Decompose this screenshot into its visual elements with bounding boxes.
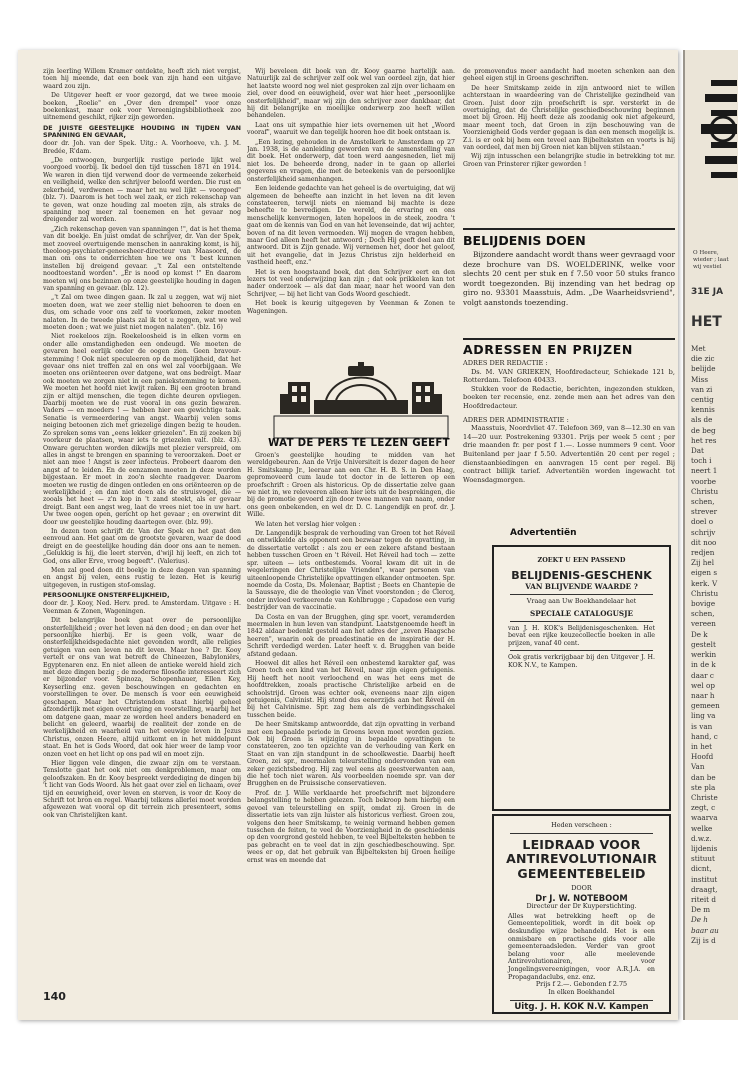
ad1-line-5: SPECIALE CATALOGUSJE (530, 608, 633, 618)
next-page-edge (683, 50, 738, 1020)
left-intro-2: De Uitgever heeft er voor gezorgd, dat we twee mooie boeken, „Roelie" en „Over den drempel" voor onze boekenkast, maar ook voor Vereenigingsbibliotheek zoo uitnemend geschikt, rijker zijn geworden. (43, 92, 241, 122)
ad2-line-1: Heden verscheen : (551, 821, 612, 829)
ad1-title: BELIJDENIS-GESCHENK (511, 568, 652, 582)
ad1-line-4: Vraag aan Uw Boekhandelaar het (526, 596, 637, 605)
mid-p6: Het boek is keurig uitgegeven by Veenman & Zonen te Wageningen. (247, 300, 455, 315)
ad2-line-8: In elken Boekhandel (548, 988, 615, 997)
edge-prayer-3: wij vestiel (693, 264, 722, 270)
edge-line: Dat (691, 446, 704, 456)
mid-q5: Hoewel dit alles het Réveil een onbestemd karakter gaf, was Groen toch een kind van het Réveil, naar zijn eigen getuigenis. Hij heeft het nooit verloochend en was het eens met de hoofdtrekken, zooals practische Christelijke arbeid en de schoolstrijd. Groen was echter ook, eveneens naar zijn eigen getuigenis, Calvinist. Hij stond dus eenerzijds aan het Réveil én bij het Calvinisme. Spr. zag hem als de verbindingsschakel tusschen beide. (247, 659, 455, 719)
edge-prayer-2: wieder ; laat (693, 257, 729, 263)
edge-line: in de k (691, 660, 716, 670)
advertisement-leidraad (492, 814, 671, 1014)
ad2-publisher: Uitg. J. H. KOK N.V. Kampen (514, 1001, 649, 1012)
mid-q2: We laten het verslag hier volgen : (255, 520, 361, 528)
ad2-author: Dr J. W. NOTEBOOM (535, 893, 628, 904)
edge-line: dit noo (691, 537, 717, 547)
left-p4: Niet roekeloos zijn. Roekeloosheid is in elken vorm en onder alle omstandigheden een ondeugd. We moeten de gevaren heel eerlijk onder de oogen zien. Geen bravour-stemming ! Ook niet speculeeren op de mogelijkheid, dat het gevaar ons niet treffen zal en ons wel zal voorbijgaan. We moeten ons oriënteeren over datgene, wat ons bedreigt. Maar ook moeten we zorgen niet in een paniekstemming te komen. We moeten het hoofd niet kwijt raken. Bij een grooten brand zijn er altijd menschen, die tegen dichte deuren opvliegen. Daarbij moeten we de rust vooral in ons gezin bewaren. Vaders — en moeders ! — hebben hier een gewichtige taak. Senatie is vermeerdering van angst. Waarbij velen soms neiging betoonen zich met griezelige dingen bezig te houden. Zo spreken soms van „eens lekker griezelen". En zij zoeken bij voorkeur de plaatsen, waar iets te griezelen valt. (blz. 43). Onware geruchten worden dikwijls met plezier verspreid, om alles in angst te brengen en spanning te veroorzaken. Doet er niet aan mee ! Angst is zeer infecteus. Probeert daarom den angst af te leiden. En de eenzamen moeten in deze worden bijgestaan. Er moet in zoo'n slechte raadgever. Daarom moeten we rustig de dingen ontleden en ons oriënteeren op de werkelijkheid ; en dan niet doen als de struisvogel, die — zooals het heet — z'n kop in 't zand steekt, als er gevaar dreigt. Bant een angst weg, laat de vrees niet toe in uw hart. Uw twee oogen open, gericht op het gevaar ; en overwint dit door uw geestelijke houding daartegen over. (blz. 99). (43, 333, 241, 526)
left-p8: Hier liggen vele dingen, die zwaar zijn om te verstaan. Tenslotte gaat het ook niet om denkproblemen, maar om geloofszaken. En dr. Kooy bespreekt verdediging de dingen bij 't licht van Gods Woord. Als het gaat over ziel en lichaam, over tijd en eeuwigheid, over leven en sterven, is voor dr. Kooy de Schrift tot bron en regel. Waarbij telkens allerlei moet worden afgewezen wat vooral op dit terrein zich presenteert, soms ook van Christelijken kant. (43, 759, 241, 819)
review-heading-1: DE JUISTE GEESTELIJKE HOUDING IN TIJDEN VAN SPANNING EN GEVAAR, (43, 123, 241, 140)
edge-line: die zic (691, 354, 715, 364)
edge-line: dan be (691, 772, 716, 782)
edge-line: Christu (691, 588, 719, 598)
edge-line: d.w.z. (691, 833, 712, 843)
left-p1: „De ontwoogen, burgerlijk rustige periode lijkt wel voorgoed voorbij. Ik bedoel den tijd tusschen 1871 en 1914. We waren in dien tijd verwend door de vermeende zekerheid en veiligheid, welke den schrijver beloofd werden. Die rust en zekerheid, verdwenen — maar het nu wel lijkt — voorgoed" (blz. 7). Daarom is het toch wel zaak, er zich rekenschap van te geven, wat onze houding zal moeten zijn, als straks de spanning nog meer zal toenemen en het gevaar nog dreigender zal worden. (43, 157, 241, 224)
edge-text-lines (691, 344, 720, 946)
edge-line: stituut (691, 854, 715, 864)
edge-line: centig (691, 395, 714, 405)
mid-q4: Da Costa en van der Brugghen, ging spr. voort, veramderden meermalen in hun leven van standpunt. Laatstgenoemde heeft in 1842 aldaar bedenkt gesteld aan het adres der „zeven Haagsche heeren", waarin ook de preadestinatie en de inspiratie der H. Schrift verdedigd werden. Later heeft v. d. Brugghen van beide afstand gedaan. (247, 613, 455, 658)
advertisement-belijdenis-geschenk (492, 545, 671, 811)
edge-line: schrijv (691, 527, 716, 537)
edge-line: welke (691, 823, 713, 833)
edge-line: werkin (691, 650, 717, 660)
edge-line: Christu (691, 486, 719, 496)
edge-line: redjen (691, 548, 715, 558)
ad1-line-7: Ook gratis verkrijgbaar bij den Uitgever J. H. KOK N.V., te Kampen. (508, 654, 655, 669)
middle-column-bottom (247, 452, 455, 982)
edge-line: riteit d (691, 894, 716, 904)
edge-line: het res (691, 435, 717, 445)
edge-line: ste pla (691, 782, 716, 792)
edge-line: gemeen (691, 701, 720, 711)
left-p6: Men zal goed doen dit boekje in deze dagen van spanning en angst bij velen, eens rustig te lezen. Het is keurig uitgegeven, in rustigen stof-omslag. (43, 567, 241, 589)
edge-line: Hoofd (691, 752, 714, 762)
mid-p2: Laat ons uit sympathie hier iets overnemen uit het „Woord vooraf", waaruit we dan tegelijk hooren hoe dit boek ontstaan is. (247, 121, 455, 137)
right-p3: Wij zijn intusschen een belangrijke studie in betrekking tot mr. Groen van Prinsterer rijker geworden ! (463, 153, 675, 168)
ornament-icon (691, 80, 737, 190)
ad2-price: Prijs f 2.—. Gebonden f 2.75 (535, 980, 628, 989)
review-heading-2: PERSOONLIJKE ONSTERFELIJKHEID, (43, 591, 170, 600)
ad2-line-5: Directeur der Dr Kuyperstichting. (526, 902, 637, 911)
edge-line: institut (691, 874, 718, 884)
edge-date: 31E JA (691, 287, 724, 297)
edge-line: wel op (691, 680, 715, 690)
edge-line: zegt, c (691, 803, 716, 813)
edge-line: hand, c (691, 731, 718, 741)
edge-line: toch i (691, 456, 712, 466)
divider-rule (463, 228, 675, 230)
edge-line: gestelt (691, 639, 716, 649)
right-p2: De heer Smitskamp zeide in zijn antwoord niet te willen achterstaan in waardeering van de Christelijke gezindheid van Groen. Juist door zijn proefschrift is spr. versterkt in de overtuiging, dat de Christelijke geschiedbeschouwing beginnen moet bij Groen. Hij heeft deze als zoodanig ook niet afgekeurd, maar meent toch, dat Groen in zijn beschouwing van de Voorzienigheid Gods verder gegaan is dan een mensch mogelijk is. Z.i. is er ook bij hem een teveel aan Bijbelteksten en voorts is hij van oordeel, dat men bij Groen niet kan blijven stilstaan." (463, 84, 675, 152)
divider-rule (463, 338, 675, 340)
edge-line: Met (691, 344, 706, 353)
left-column (43, 68, 241, 980)
edge-heading: HET (691, 314, 722, 330)
edge-line: als de (691, 415, 713, 425)
edge-line: de beg (691, 425, 716, 435)
edge-line: Zij is d (691, 935, 716, 945)
edge-line: voorbe (691, 476, 717, 486)
edge-line: ling va (691, 711, 716, 721)
ad2-title: LEIDRAAD VOOR ANTIREVOLUTIONAIR GEMEENTEBELEID (506, 836, 657, 881)
mid-p3: „Een lezing, gehouden in de Amstelkerk te Amsterdam op 27 Jan. 1938, is de aanleiding geworden van de samenstelling van dit boek. Het onderwerp, dat toen werd aangesneden, liet mij niet los. De beheerde drong, nader in te gaan op allerlei gegevens en vragen, die met de beteekenis van de persoonlijke onsterfelijkheid samenhangen. (247, 138, 455, 183)
left-intro: zijn leerling Willem Kramer ontdekte, heeft zich niet vergist, toen hij meende, dat een boek van zijn hand een uitgave waard zou zijn. (43, 68, 241, 90)
edge-line: neert 1 (691, 466, 718, 476)
edge-line: bovige (691, 599, 716, 609)
mid-q6: De heer Smitskamp antwoordde, dat zijn opvatting in verband met een bepaalde periode in Groens leven moet worden gezien. Ook bij Groen is wijziging in bepaalde opvattingen te constateeren, zoo ten opzichte van de verhouding van Kerk en Staat en van zijn standpunt in de schoolkwestie. Daarbij heeft Groen, zei spr., meermalen teleurstelling ondervonden van een zeker gezichtsbedrog. Hij zag wel eens als geestverwanten aan, die het toch niet waren. Als voorbeelden noemde spr. van der Brugghen en de Pruissische conservatieven. (247, 721, 455, 788)
redactie-heading: ADRES DER REDACTIE : (463, 359, 548, 367)
ad2-line-6: Alles wat betrekking heeft op de Gemeentepolitiek, wordt in dit boek op deskundige wijze behandeld. Het is een onmisbare en practische gids voor alle gemeenteraadsleden. Verder van groot belang voor alle meelevende Antirevolutionairen, voor Jongelingsvereenigingen, voor A.R.J.A. en Propagandaclubs, enz. enz. (508, 912, 655, 981)
mid-p1: Wij beveleen dit boek van dr. Kooy gaarne hartelijk aan. Natuurlijk zal de schrijver zelf ook wel van oordeel zijn, dat hier het laatste woord nog wel niet gesproken zal zijn over lichaam en ziel, over dood en eeuwigheid, over wat hier heet „persoonlijke onsterfelijkheid", maar wij zijn den schrijver zeer dankbaar, dat hij dit belangrijke en moeilijke onderwerp zoo heeft willen behandelen. (247, 68, 455, 120)
edge-line: kennis (691, 405, 715, 415)
ad1-line-3: VAN BLIJVENDE WAARDE ? (525, 581, 638, 591)
redactie-line-2: Stukken voor de Redactie, berichten, ingezonden stukken, boeken ter recensie, enz. zende men aan het adres van den Hoofdredacteur. (463, 384, 675, 410)
edge-line: eigen s (691, 568, 718, 578)
left-p5: In dezen toon schrijft dr. Van der Spek en het gaat den eenvoud aan. Het gaat om de grootste gevaren, waar de dood dreigt en de geestelijke houding dán door ons aan te nemen. „Gelukkig is hij, die leert sterven, d'wijl hij leeft, en zich tot God, ons aller Erve, vroeg begeeft". (Valerius). (43, 527, 241, 565)
left-p7: Dit belangrijke boek gaat over de persoonlijke onsterfelijkheid ; over het leven ná den dood ; en dan over het persoonlijke hierbij. Er is geen volk, waar de onsterfelijkheidsgedachte niet gevonden wordt, alle religies getuigen van een leven na dit leven. Maar hoe ? Dr. Kooy vertelt er ons van wat betreft de Chineezen, Babyloniërs, Egyptenaren enz. En niet alleen de antieke wereld hield zich met deze dingen bezig ; de moderne filosofie interesseert zich er bijzonder voor. Spinoza, Schopenhauer, Ellen Key, Keyserling enz. geven beschouwingen en gedachten en voorstellingen te over. De mensch is voor een eeuwigheid geschapen. Maar het Christendom staat hierbij geheel afzonderlijk met eigen overtuiging en voorstelling, waarbij het om datgene gaan, maar ze worden heel anders benaderd en belicht en geleerd, waarbij de realiteit der zonde en de werkelijkheid en waarheid van het eeuwige leven in Jezus Christus, onzen Heere, altijd uitkomt en in het middelpunt staat. En het is Gods Woord, dat ook hier weer de lamp voor onzen voet en het licht op ons pad wil en moet zijn. (43, 617, 241, 758)
edge-line: draagt, (691, 884, 718, 894)
press-banner-title: WAT DE PERS TE LEZEN GEEFT (268, 438, 450, 449)
edge-line: De h (691, 915, 708, 925)
edge-line: naar h (691, 690, 715, 700)
advertisements-heading: Advertentiën (510, 528, 577, 538)
middle-column-top (247, 68, 455, 360)
mid-q1: Groen's geestelijke houding te midden van het wereldgebeuren. Aan de Vrije Universiteit is dezer dagen de heer H. Smitskamp Jr., leeraar aan een Chr. H. B. S. in Den Haag, gepromoveerd cum laude tot doctor in de letteren op een proefschrift : Groen als historicus. Op de dissertatie zelve gaan we niet in, we releveeren alleen hier iets uit de besprekingen, die bij de promotie gevoerd zijn door twee mannen van naam, onder ons geen onbekenden, en wel dr. D. C. Langendijk en prof. dr. J. Wille. (247, 452, 455, 519)
edge-line: dicnt, (691, 864, 712, 874)
edge-line: schen, (691, 497, 715, 507)
right-p1: de promovendus meer aandacht had moeten schenken aan den geheel eigen stijl in Groens geschriften. (463, 68, 675, 83)
review-heading-1-sub: door dr. Joh. van der Spek. Uitg.: A. Voorhoeve, v.h. J. M. Bredée, R'dam. (43, 140, 241, 155)
edge-line: De m (691, 905, 711, 915)
ad1-divider (510, 621, 653, 622)
redactie-line-1: Ds. M. VAN GRIEKEN, Hoofdredacteur, Schiekade 121 b, Rotterdam. Telefoon 40433. (463, 367, 675, 385)
edge-line: baar au (691, 925, 719, 935)
edge-line: schen, (691, 609, 715, 619)
belijdenis-heading: BELIJDENIS DOEN (463, 233, 586, 248)
left-p3: „'t Zal om twee dingen gaan. Ik zal u zeggen, wat wij niet moeten doen, wat we zeer stellig niet behooren te doen en dus, om schade voor ons zelf te voorkomen, zeker moeten nalaten. In de tweede plaats zal ik tot u zeggen, wat we wel moeten doen ; wat we juist niet mogen nalaten". (blz. 16) (43, 294, 241, 331)
administratie-line-1: Maasstuis, Noordvliet 47. Telefoon 369, van 8—12.30 en van 14—20 uur. Postrekening 93301. Prijs per week 5 cent ; per drie maanden fr. per post f 1.—. Losse nummers 9 cent. Voor Buitenland per jaar f 5.50. Advertentiën 20 cent per regel ; dienstaanbiedingen en aanvragen 15 cent per regel. Bij contract billijk tarief. Advertentiën worden ingewacht tot Woensdagmorgen. (463, 424, 675, 484)
edge-line: vereen (691, 619, 716, 629)
ad2-divider (510, 833, 653, 834)
ad2-divider (510, 1000, 653, 1001)
ad2-line-3: DOOR (571, 884, 592, 893)
edge-line: De k (691, 629, 708, 639)
edge-prayer-1: O Heere, (693, 250, 719, 256)
edge-line: in het (691, 741, 712, 751)
page-number: 140 (43, 990, 66, 1003)
ad1-divider (510, 650, 653, 651)
right-column-top (463, 68, 675, 228)
edge-line: strever (691, 507, 718, 517)
ad1-line-6: van J. H. KOK's Belijdenisgeschenken. Het bevat een rijke keuzecollectie boeken in alle prijzen, vanaf 40 cent. (508, 624, 655, 647)
edge-line: Miss (691, 374, 709, 384)
edge-line: Zij hel (691, 558, 714, 568)
edge-line: is van (691, 721, 713, 731)
edge-line: belijde (691, 364, 716, 374)
edge-line: doel o (691, 517, 714, 527)
review-heading-2-sub: door dr. J. Kooy, Ned. Herv. pred. te Amsterdam. Uitgave : H. Veenman & Zonen, Wageningen. (43, 600, 241, 615)
mid-q3: Dr. Langendijk besprak de verhouding van Groen tot het Réveil en ontwikkelde als opponent een bezwaar tegen de opvatting, in de dissertatie vertolkt : als zou er een zekere afstand bestaan hebben tusschen Groen en 't Réveil. Het Réveil had toch — zette spr. uiteen — iets ontbestemds. Vooral kwam dit uit in de wegeleringen der Christelijke Vrienden", waar personen van uiteenloopende Christelijke opvattingen elkander ontmoeten. Spr. noemde da Costa, Ds. Molenaar, Baptist ; Beets en Chantepie de la Saussaye, die de theologie van Vinet voorstonden ; de Clercq, onder invloed verkeerende van Kohlbrugge ; Capadose een vurig bestrijder van de vaccinatie. (247, 530, 455, 612)
ad1-divider (510, 594, 653, 595)
addresses-heading: ADRESSEN EN PRIJZEN (463, 342, 633, 357)
mid-q7: Prof. dr. J. Wille verklaarde het proefschrift met bijzondere belangstelling te hebben gelezen. Toch bekroop hem hierbij een gevoel van teleurstelling en spijt, omdat zij. Groen in de dissertatie iets van zijn luister als historicus verliest. Groen zou, volgens den heer Smitskamp, te weinig vermand hebben gemen tusschen de feiten, te veel de Voorzienigheid in de geschiedenis op den voorgrond gesteld hebben, te veel Bijbelteksten hebben te pas gebracht en te veel dat in zijn geschiedbeschouwing. Spr. wees er op, dat het gebruik van Bijbelteksten bij Groen heilige ernst was en meende dat (247, 789, 455, 864)
mid-p4: Een leidende gedachte van het geheel is de overtuiging, dat wij algemeen de beheefte aan inzicht in het leven na dit leven constateeren, terwijl niets en niemand bij machte is deze beheefte te bevredigen. De wereld, de ervaring en ons menschelijk kenvermogen, laten hopeloos in de steek, zoodra 't gaat om de kennis van God en van het levenseinde, dat wij achter, boven of na dit leven vermoeden. Wij mogen de vragen hebben, maar God alleen heeft het antwoord ; Doch Hij geeft deel aan dit antwoord. Dit is Zijn genade. Wij vernemen het, door het geloof, uit het evangelie, dat in Jezus Christus zijn helderheid en vastheid heeft, enz." (247, 185, 455, 267)
edge-line: lijdenis (691, 843, 718, 853)
edge-line: Christe (691, 792, 718, 802)
ad1-line-1: ZOEKT U EEN PASSEND (537, 556, 626, 564)
edge-line: daar c (691, 670, 714, 680)
addresses-block (463, 359, 675, 484)
edge-line: waarva (691, 813, 718, 823)
edge-line: kerk. V (691, 578, 718, 588)
belijdenis-block (463, 250, 675, 308)
left-p2: „Zich rekenschap geven van spanningen !", dat is het thema van dit boekje. En juist omdat de schrijver, dr. Van der Spek, met zooveel overtuigende menschen in aanraking komt, is hij, theoloog-psychiater-geneesheer-directeur van Maasoord, de man om ons te onderrichten hoe we ons 't best kunnen instellen bij dreigend gevaar. „'t Zal een ontsteltende noodtoestand worden". „Er is nood op komst !" En daarom moeten wij ons bezinnen op onze geestelijke houding in dagen van spanning en gevaar. (blz. 12). (43, 225, 241, 292)
belijdenis-text: Bijzondere aandacht wordt thans weer gevraagd voor deze brochure van DS. WOELDERINK, welke voor slechts 20 cent per stuk en f 7.50 voor 50 stuks franco wordt toegezonden. Bij inzending van het bedrag op giro no. 93301 Maasstuis, Adm. „De Waarheidsvriend", volgt aanstonds toezending. (463, 250, 675, 307)
mid-p5: Het is een hoogstaand boek, dat den Schrijver eert en den lezers tot veel onderwijzing kan zijn ; dat ook prikkelen kan tot nader onderzoek — als dat dan maar, naar het woord van den Schrijver, — bij het licht van Gods Woord geschiedt. (247, 268, 455, 298)
edge-line: van zi (691, 384, 713, 394)
edge-line: Van (691, 762, 705, 772)
administratie-heading: ADRES DER ADMINISTRATIE : (463, 415, 569, 424)
